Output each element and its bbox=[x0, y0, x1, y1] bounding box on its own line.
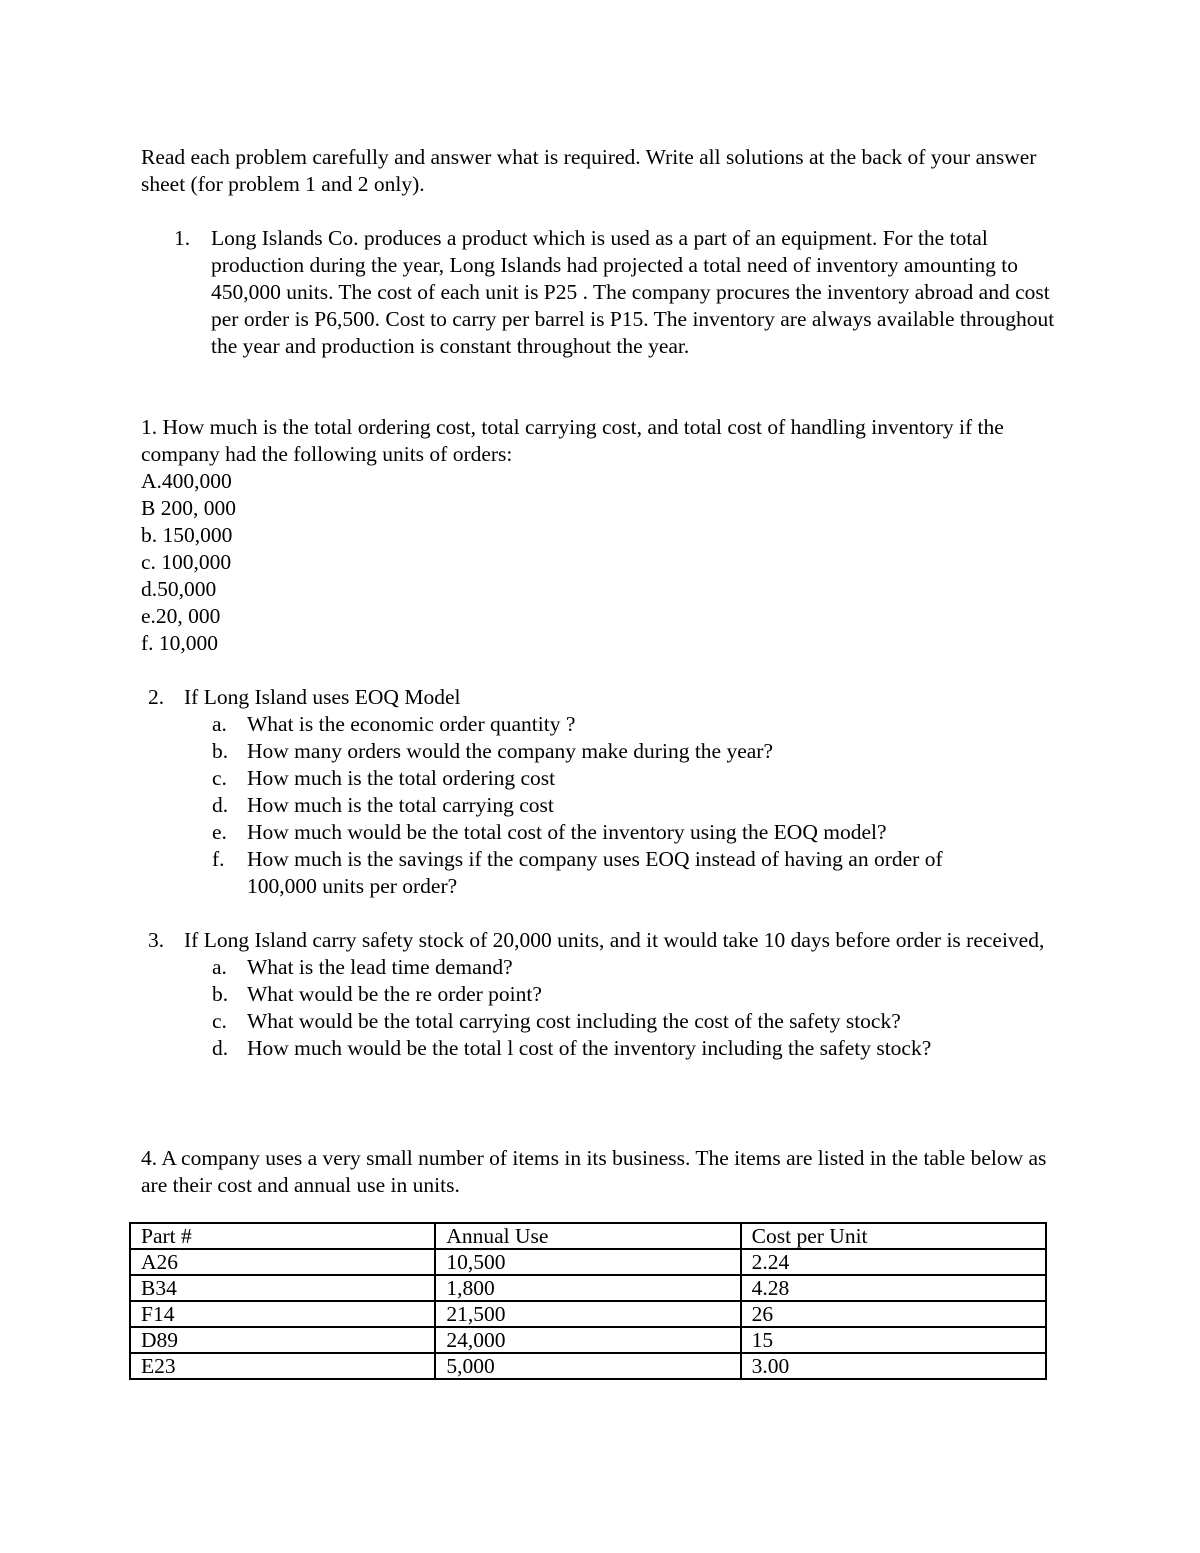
table-cell: 26 bbox=[741, 1301, 1046, 1327]
item-text: What is the lead time demand? bbox=[247, 955, 513, 979]
option-item: f. 10,000 bbox=[141, 631, 219, 655]
table-header-cell: Annual Use bbox=[435, 1223, 740, 1249]
table-cell: 24,000 bbox=[435, 1327, 740, 1353]
item-text: How much is the total carrying cost bbox=[247, 793, 554, 817]
list-item bbox=[184, 981, 1048, 1008]
question-1-text: 1. How much is the total ordering cost, total carrying cost, and total cost of handling inventory if the company had the following units of orders: bbox=[141, 415, 1004, 466]
option-item: c. 100,000 bbox=[141, 550, 232, 574]
question-2 bbox=[148, 684, 1048, 900]
item-text: What would be the total carrying cost including the cost of the safety stock? bbox=[247, 1009, 901, 1033]
item-letter: e. bbox=[212, 820, 227, 844]
table-cell: F14 bbox=[130, 1301, 435, 1327]
option-item: e.20, 000 bbox=[141, 604, 221, 628]
question-3-number: 3. bbox=[148, 928, 165, 952]
table-row bbox=[130, 1275, 1046, 1301]
item-text: How much is the total ordering cost bbox=[247, 766, 556, 790]
table-cell: 15 bbox=[741, 1327, 1046, 1353]
list-item bbox=[184, 711, 1048, 738]
problem-1-text: Long Islands Co. produces a product which is used as a part of an equipment. For the total production during the year, Long Islands had projected a total need of inventory amounting to 450,000 units. The cost of each unit is P25 . The company procures the inventory abroad and cost per order is P6,500. Cost to carry per barrel is P15. The inventory are always available throughout the year and production is constant throughout the year. bbox=[211, 226, 1055, 358]
table-cell: 3.00 bbox=[741, 1353, 1046, 1379]
option-item: A.400,000 bbox=[141, 469, 232, 493]
option-item: b. 150,000 bbox=[141, 523, 233, 547]
table-row bbox=[130, 1301, 1046, 1327]
item-letter: d. bbox=[212, 793, 229, 817]
option-item: B 200, 000 bbox=[141, 496, 236, 520]
question-2-number: 2. bbox=[148, 685, 165, 709]
item-letter: b. bbox=[212, 982, 229, 1006]
item-text: How much is the savings if the company uses EOQ instead of having an order of 100,000 units per order? bbox=[247, 847, 943, 898]
list-item bbox=[184, 765, 1048, 792]
question-2-text: If Long Island uses EOQ Model bbox=[184, 685, 461, 709]
question-1-options bbox=[141, 468, 236, 657]
table-cell: 1,800 bbox=[435, 1275, 740, 1301]
item-text: How much would be the total l cost of the inventory including the safety stock? bbox=[247, 1036, 932, 1060]
table-row bbox=[130, 1353, 1046, 1379]
table-cell: 21,500 bbox=[435, 1301, 740, 1327]
table-cell: 5,000 bbox=[435, 1353, 740, 1379]
table-cell: D89 bbox=[130, 1327, 435, 1353]
table-row bbox=[130, 1327, 1046, 1353]
table-cell: 2.24 bbox=[741, 1249, 1046, 1275]
item-letter: a. bbox=[212, 955, 227, 979]
problem-4-text: 4. A company uses a very small number of items in its business. The items are listed in the table below as are their cost and annual use in units. bbox=[141, 1146, 1047, 1197]
list-item bbox=[184, 738, 1048, 765]
list-item bbox=[184, 1008, 1048, 1035]
item-text: What is the economic order quantity ? bbox=[247, 712, 576, 736]
table-header-row bbox=[130, 1223, 1046, 1249]
option-item: d.50,000 bbox=[141, 577, 217, 601]
item-letter: b. bbox=[212, 739, 229, 763]
item-letter: c. bbox=[212, 1009, 227, 1033]
list-item bbox=[184, 792, 1048, 819]
table-header-cell: Part # bbox=[130, 1223, 435, 1249]
table-row bbox=[130, 1249, 1046, 1275]
table-cell: 10,500 bbox=[435, 1249, 740, 1275]
list-item bbox=[184, 846, 1048, 900]
item-letter: f. bbox=[212, 847, 225, 871]
list-item bbox=[184, 819, 1048, 846]
item-text: How many orders would the company make during the year? bbox=[247, 739, 773, 763]
item-letter: d. bbox=[212, 1036, 229, 1060]
problem-1 bbox=[174, 225, 1074, 360]
question-3-text: If Long Island carry safety stock of 20,000 units, and it would take 10 days before order is received, bbox=[184, 928, 1045, 952]
question-3 bbox=[148, 927, 1048, 1062]
table-cell: B34 bbox=[130, 1275, 435, 1301]
instructions: Read each problem carefully and answer what is required. Write all solutions at the back of your answer sheet (for problem 1 and 2 only). bbox=[141, 145, 1037, 196]
item-text: What would be the re order point? bbox=[247, 982, 542, 1006]
item-letter: a. bbox=[212, 712, 227, 736]
parts-table bbox=[129, 1222, 1047, 1380]
table-header-cell: Cost per Unit bbox=[741, 1223, 1046, 1249]
item-text: How much would be the total cost of the inventory using the EOQ model? bbox=[247, 820, 887, 844]
table-cell: E23 bbox=[130, 1353, 435, 1379]
list-item bbox=[184, 1035, 1048, 1062]
table-cell: 4.28 bbox=[741, 1275, 1046, 1301]
item-letter: c. bbox=[212, 766, 227, 790]
table-cell: A26 bbox=[130, 1249, 435, 1275]
list-item bbox=[184, 954, 1048, 981]
problem-1-number: 1. bbox=[174, 226, 191, 250]
